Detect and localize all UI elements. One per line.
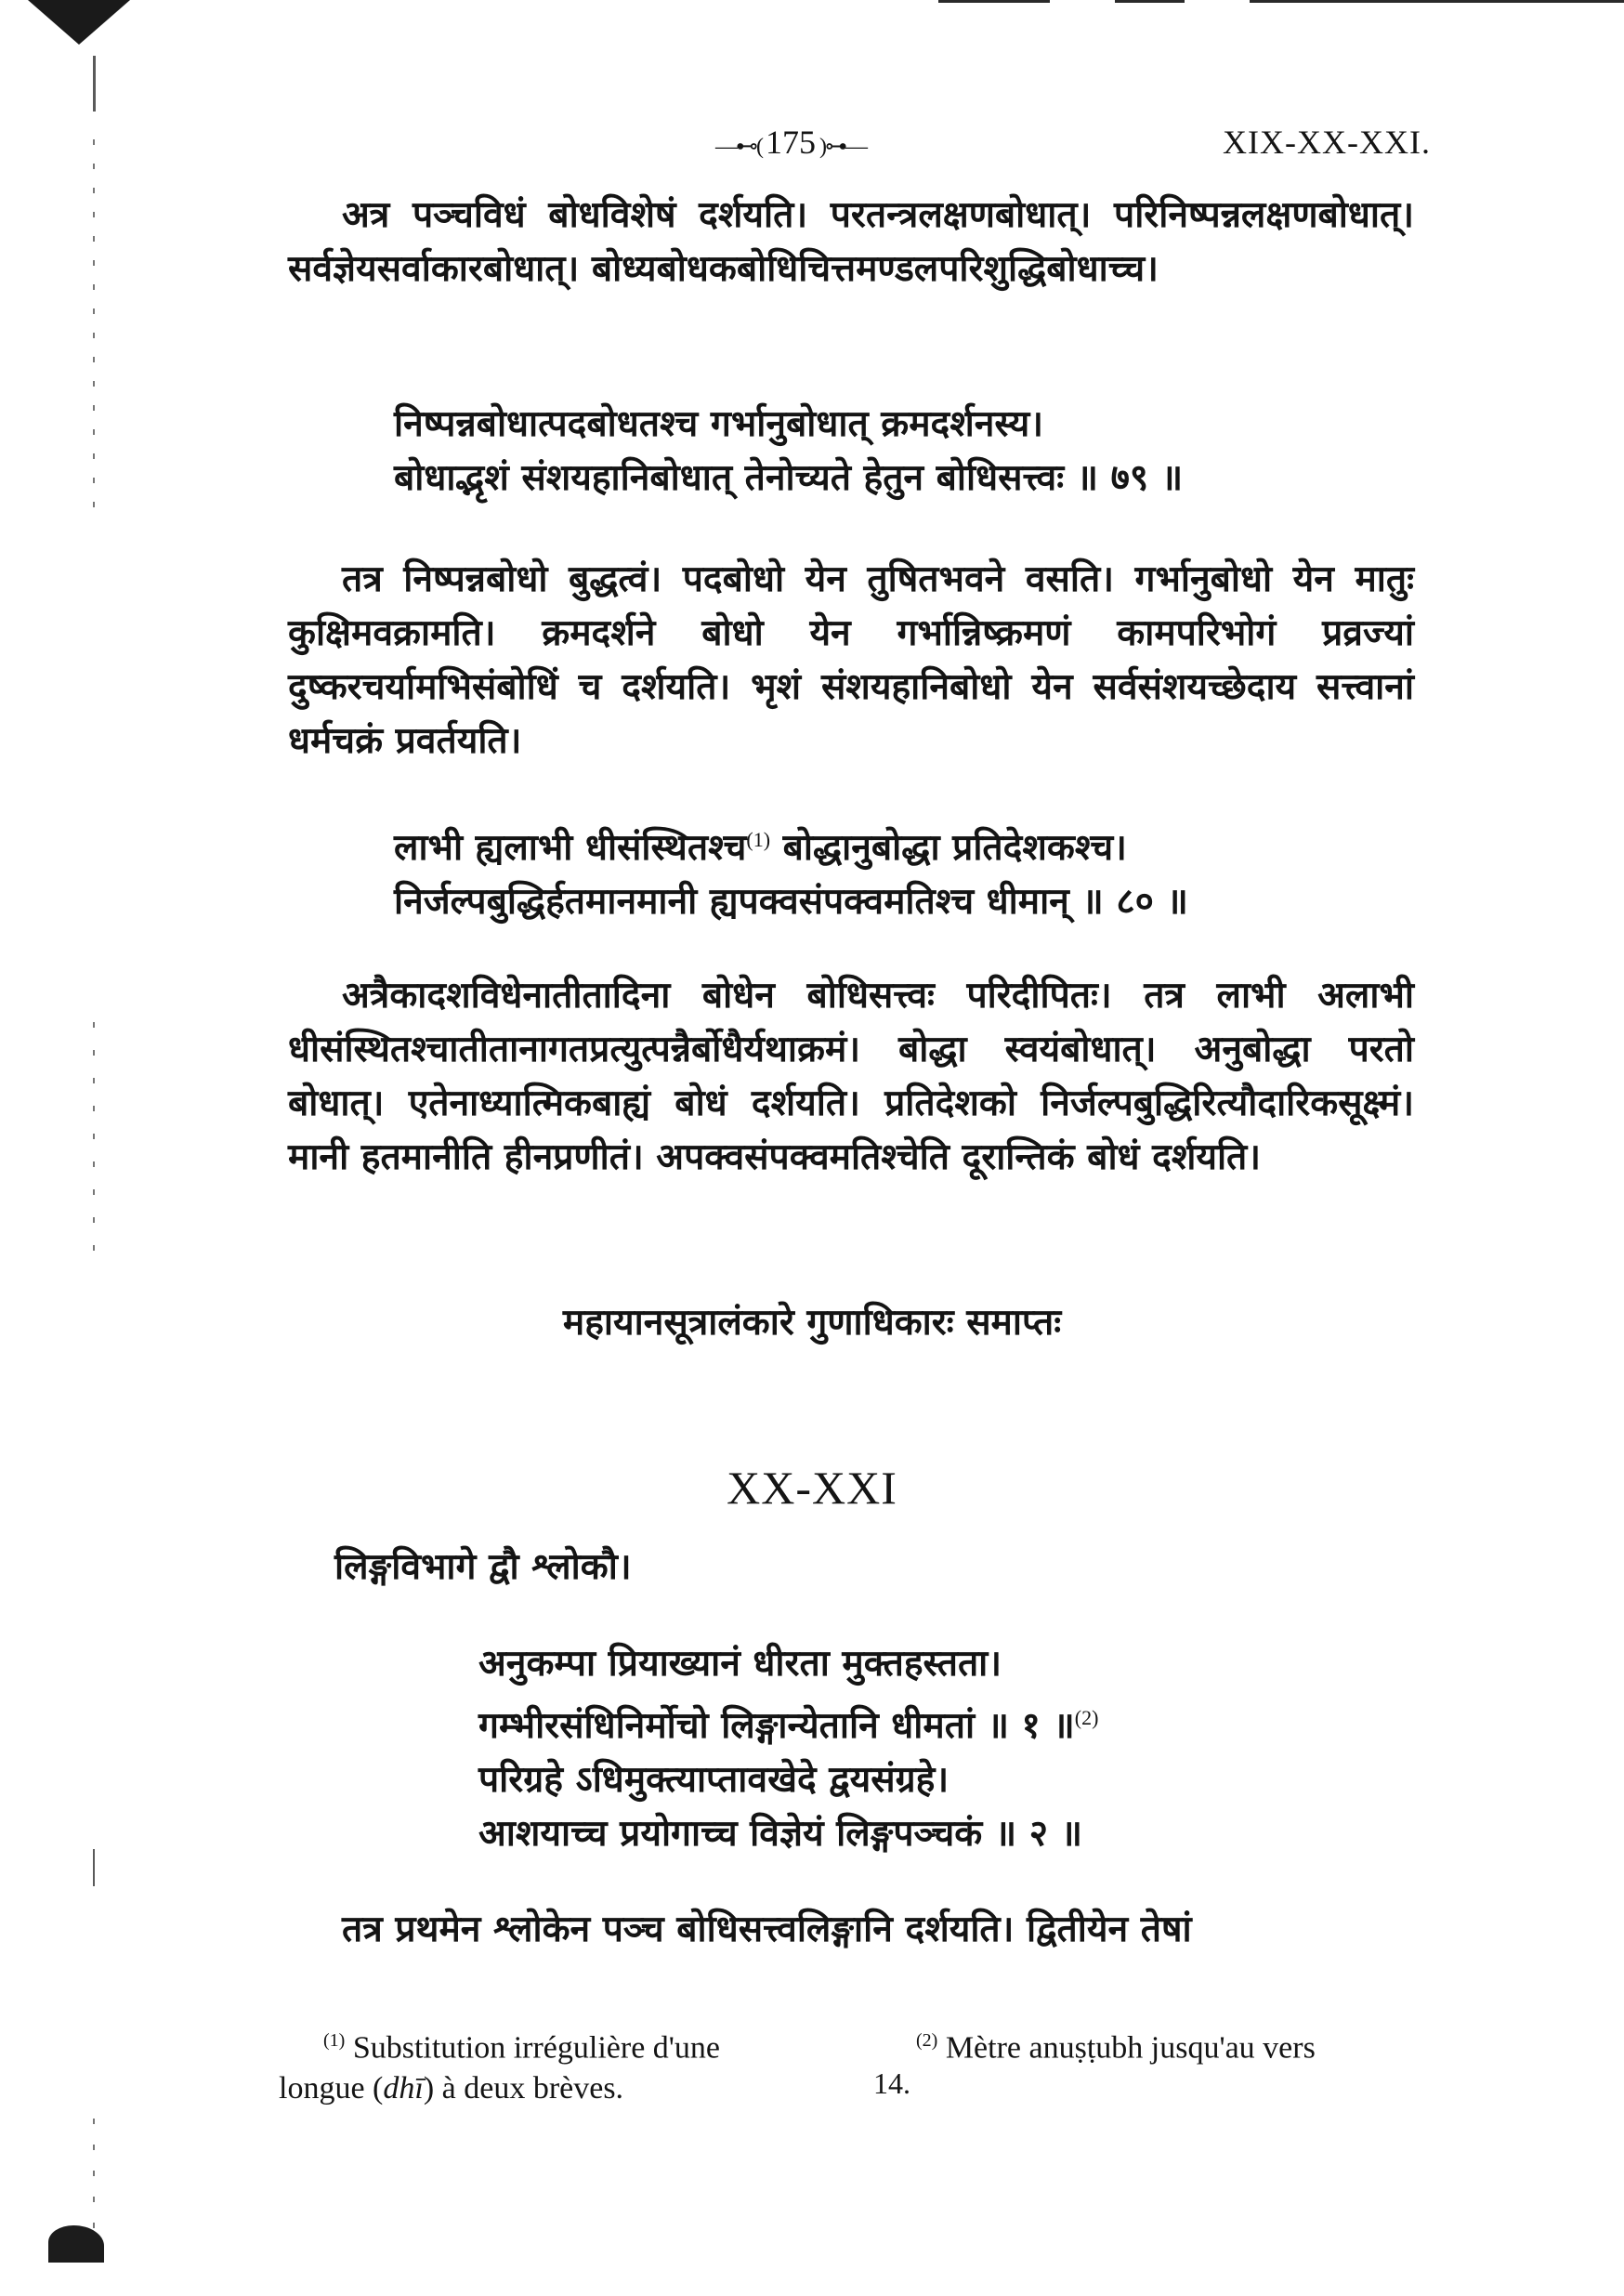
commentary-paragraph: अत्रैकादशविधेनातीतादिना बोधेन बोधिसत्त्वः परिदीपितः। तत्र लाभी अलाभी धीसंस्थितश्चातीतानागतप्रत्युत्पन्नैर्बोधैर्यथाक्रमं। बोद्धा स्वयंबोधात्। अनुबोद्धा परतो बोधात्। एतेनाध्यात्मिकबाह्यं बोधं दर्शयति। प्रतिदेशको निर्जल्पबुद्धिरित्यौदारिकसूक्ष्मं। मानी हतमानीति हीनप्रणीतं। अपक्वसंपक्वमतिश्चेति दूरान्तिकं बोधं दर्शयति। — [288, 975, 1414, 1178]
footnote-1-cont — [279, 2065, 623, 2113]
commentary-paragraph: लिङ्गविभागे द्वौ श्लोकौ। — [334, 1546, 632, 1588]
verse-80 — [394, 813, 1188, 929]
footnote-text: longue ( — [279, 2071, 384, 2106]
footnote-mark: (1) — [323, 2030, 346, 2051]
verse-line: परिग्रहे ऽधिमुक्त्याप्तावखेदे द्वयसंग्रहे। — [478, 1759, 950, 1801]
running-head — [0, 123, 1624, 169]
commentary-paragraph: अत्र पञ्चविधं बोधविशेषं दर्शयति। परतन्त्रलक्षणबोधात्। परिनिष्पन्नलक्षणबोधात्। सर्वज्ञेयसर्वाकारबोधात्। बोध्यबोधकबोधिचित्तमण्डलपरिशुद्धिबोधाच्च। — [288, 194, 1414, 290]
verse-text: गम्भीरसंधिनिर्मोचो लिङ्गान्येतानि धीमतां ॥ १ ॥ — [478, 1705, 1075, 1747]
ornament: )⊶— — [816, 135, 866, 159]
verse-line: आशयाच्च प्रयोगाच्च विज्ञेयं लिङ्गपञ्चकं ॥ २ ॥ — [478, 1813, 1082, 1855]
verse-text: बोद्धानुबोद्धा प्रतिदेशकश्च। — [770, 827, 1127, 869]
footnote-text: Substitution irrégulière d'une — [352, 2030, 720, 2066]
chapter-colophon: महायानसूत्रालंकारे गुणाधिकारः समाप्तः — [562, 1302, 1062, 1344]
footnote-2 — [916, 2016, 1418, 2072]
verses-1-2 — [478, 1637, 1098, 1861]
verse-line: निर्जल्पबुद्धिर्हतमानमानी ह्यपक्वसंपक्वमतिश्च धीमान् ॥ ८० ॥ — [394, 881, 1188, 923]
page-number-value: 175 — [766, 124, 816, 161]
footnote-ref: (2) — [1074, 1706, 1099, 1729]
footnote-text: ) à deux brèves. — [423, 2071, 624, 2106]
margin-mark — [93, 1022, 95, 1264]
footnote-text: Mètre anuṣṭubh jusqu'au vers — [945, 2030, 1316, 2066]
verse-line: निष्पन्नबोधात्पदबोधतश्च गर्भानुबोधात् क्रमदर्शनस्य। — [394, 403, 1043, 445]
verse-text: लाभी ह्यलाभी धीसंस्थितश्च — [394, 827, 747, 869]
scan-corner-mark — [28, 0, 130, 45]
margin-mark — [93, 2119, 95, 2230]
footnote-ref: (1) — [746, 828, 771, 851]
commentary-paragraph: तत्र प्रथमेन श्लोकेन पञ्च बोधिसत्त्वलिङ्गानि दर्शयति। द्वितीयेन तेषां — [342, 1909, 1192, 1950]
scan-corner-mark — [48, 2225, 104, 2263]
scan-top-rule — [1115, 0, 1185, 3]
verse-line — [478, 1691, 1098, 1753]
verse-line: बोधाद्भृशं संशयहानिबोधात् तेनोच्यते हेतुन बोधिसत्त्वः ॥ ७९ ॥ — [394, 457, 1184, 499]
verse-79 — [394, 398, 1183, 505]
footnote-mark: (2) — [916, 2030, 938, 2051]
verse-line: अनुकम्पा प्रियाख्यानं धीरता मुक्तहस्तता। — [478, 1643, 1002, 1685]
chapter-range: XIX-XX-XXI. — [1223, 124, 1431, 161]
signature-mark: 14. — [873, 2066, 910, 2100]
scan-top-rule — [1250, 0, 1624, 3]
ornament: —⊷( — [715, 135, 766, 159]
verse-line — [394, 813, 1188, 875]
footnote-term: dhī — [383, 2071, 424, 2106]
margin-mark — [93, 139, 95, 511]
page-number — [715, 123, 866, 162]
margin-mark — [93, 1849, 95, 1886]
commentary-paragraph: तत्र निष्पन्नबोधो बुद्धत्वं। पदबोधो येन तुषितभवने वसति। गर्भानुबोधो येन मातुः कुक्षिमवक्रामति। क्रमदर्शने बोधो येन गर्भान्निष्क्रमणं कामपरिभोगं प्रव्रज्यां दुष्करचर्यामभिसंबोधिं च दर्शयति। भृशं संशयहानिबोधो येन सर्वसंशयच्छेदाय सत्त्वानां धर्मचक्रं प्रवर्तयति। — [288, 558, 1414, 762]
margin-mark — [93, 56, 96, 112]
chapter-heading: XX-XXI — [727, 1462, 897, 1514]
scan-top-rule — [938, 0, 1050, 3]
